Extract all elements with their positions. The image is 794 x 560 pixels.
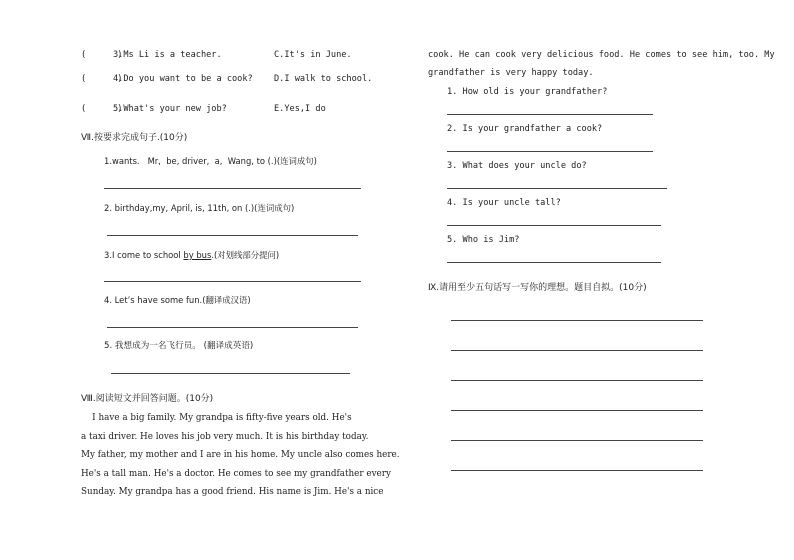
reading-question-2: 2. Is your grandfather a cook? [447,124,603,134]
matching-question: 5.What's your new job? [113,104,227,114]
reading-answer-line-4[interactable] [447,225,661,226]
sentence-task-1: 1.wants. Mr, be, driver, a, Wang, to (.)(连词成句) [104,156,317,166]
passage-line: My father, my mother and I are in his home. My uncle also comes here. [81,450,400,460]
passage-line: Sunday. My grandpa has a good friend. His name is Jim. He's a nice [81,487,384,497]
answer-paren[interactable]: ( ) [81,104,123,114]
matching-option: E.Yes,I do [274,104,326,114]
reading-question-4: 4. Is your uncle tall? [447,198,561,208]
essay-line[interactable] [451,350,703,351]
answer-paren[interactable]: ( ) [81,74,123,84]
reading-answer-line-1[interactable] [447,114,653,115]
essay-line[interactable] [451,380,703,381]
sentence-task-2: 2. birthday,my, April, is, 11th, on (.)(连词成句) [104,203,295,213]
passage-line: a taxi driver. He loves his job very much. It is his birthday today. [81,432,369,442]
essay-line[interactable] [451,410,703,411]
reading-question-1: 1. How old is your grandfather? [447,87,608,97]
section-7-heading: Ⅶ.按要求完成句子.(10分) [81,133,188,143]
essay-line[interactable] [451,440,703,441]
section-9-heading: Ⅸ.请用至少五句话写一写你的理想。题目自拟。(10分) [428,283,647,293]
passage-line: grandfather is very happy today. [428,68,594,78]
answer-line-2[interactable] [107,235,358,236]
answer-paren[interactable]: ( ) [81,50,123,60]
sentence-task-3: 3.I come to school by bus.(对划线部分提问) [104,250,280,260]
reading-question-3: 3. What does your uncle do? [447,161,587,171]
passage-line: cook. He can cook very delicious food. He comes to see him, too. My [428,50,775,60]
section-8-heading: Ⅷ.阅读短文并回答问题。(10分) [81,394,214,404]
sentence-task-4: 4. Let’s have some fun.(翻译成汉语) [104,295,251,305]
reading-answer-line-3[interactable] [447,188,667,189]
essay-line[interactable] [451,320,703,321]
passage-line: I have a big family. My grandpa is fifty-five years old. He's [81,413,352,423]
answer-line-1[interactable] [104,188,361,189]
matching-option: C.It's in June. [274,50,352,60]
matching-question: 3.Ms Li is a teacher. [113,50,222,60]
reading-answer-line-2[interactable] [447,151,653,152]
answer-line-3[interactable] [104,281,361,282]
reading-question-5: 5. Who is Jim? [447,235,520,245]
matching-option: D.I walk to school. [274,74,373,84]
underlined-phrase: by bus [183,250,212,260]
essay-line[interactable] [451,470,703,471]
sentence-task-5: 5. 我想成为一名飞行员。 (翻译成英语) [104,341,254,351]
answer-line-5[interactable] [111,373,350,374]
passage-line: He's a tall man. He's a doctor. He comes to see my grandfather every [81,469,391,479]
reading-answer-line-5[interactable] [447,262,661,263]
answer-line-4[interactable] [107,327,358,328]
matching-question: 4.Do you want to be a cook? [113,74,253,84]
